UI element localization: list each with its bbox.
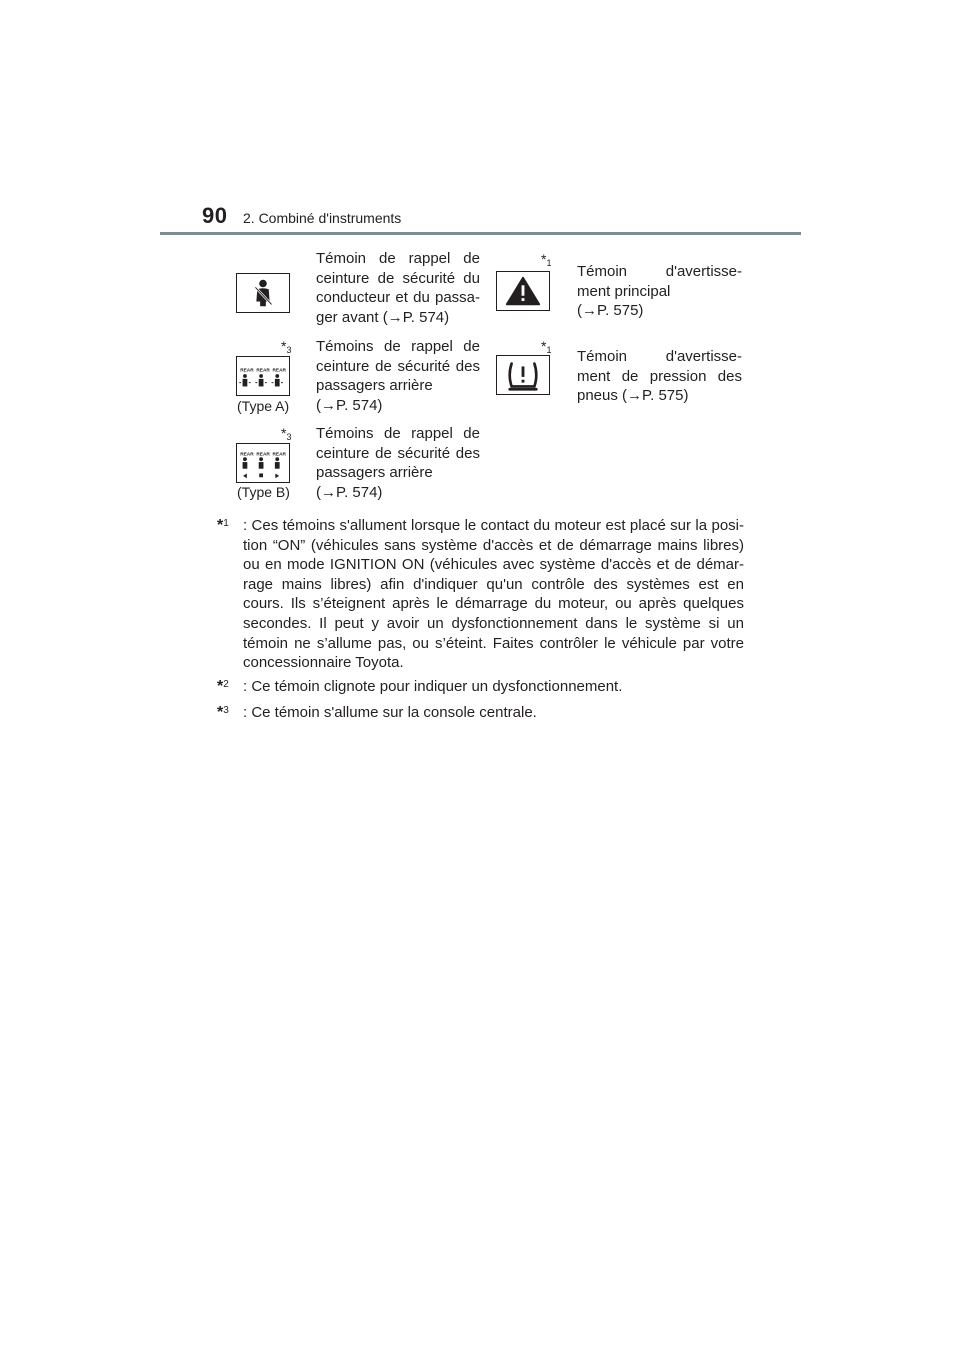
- desc-line: Témoin de rappel de: [316, 250, 480, 267]
- note-line: cours. Ils s’éteignent après le démarrage du moteur, ou après quelques: [243, 595, 744, 613]
- seatbelt-person-icon: [236, 273, 290, 313]
- rear-seatbelt-icon: [236, 356, 290, 396]
- rear-seatbelt-a-description: [316, 337, 480, 415]
- footnote-marker: $*_1$: [541, 338, 552, 355]
- footnote-2: [217, 677, 744, 697]
- footnote-3: [217, 703, 744, 723]
- note-line: ou en mode IGNITION ON (véhicules avec système d'accès et de démar-: [243, 556, 744, 574]
- note-line: : Ces témoins s'allument lorsque le contact du moteur est placé sur la posi-: [243, 517, 744, 534]
- footnote-marker: $*_3$: [281, 338, 292, 355]
- master-warning-description: [577, 262, 742, 321]
- desc-line: conducteur et du passa-: [316, 289, 480, 306]
- header-rule: [160, 232, 801, 235]
- desc-line: ment principal: [577, 282, 671, 300]
- rear-label: REAR: [272, 368, 286, 374]
- note-line: : Ce témoin clignote pour indiquer un dysfonctionnement.: [243, 678, 623, 695]
- rear-seatbelt-icon: [236, 443, 290, 483]
- desc-line: Témoin d'avertisse-: [577, 263, 742, 280]
- desc-line: passagers arrière: [316, 377, 433, 394]
- footnote-marker: $*_3$: [281, 425, 292, 442]
- desc-line: ceinture de sécurité des: [316, 444, 480, 462]
- section-title: 2. Combiné d'instruments: [243, 210, 402, 226]
- desc-line: pneus (→P. 575): [577, 387, 689, 404]
- type-label: (Type A): [237, 398, 290, 414]
- driver-seatbelt-description: [316, 249, 480, 327]
- desc-line: ment de pression des: [577, 367, 742, 385]
- page-number: 90: [202, 203, 228, 228]
- type-label: (Type B): [237, 484, 290, 500]
- rear-seatbelt-b-description: [316, 424, 480, 502]
- desc-line: ger avant (→P. 574): [316, 308, 450, 326]
- desc-line: ceinture de sécurité du: [316, 269, 480, 287]
- desc-line: (→P. 574): [316, 483, 383, 501]
- footnote-star: *$^3$: [217, 704, 229, 721]
- desc-line: Témoin d'avertisse-: [577, 348, 742, 365]
- rear-label: REAR: [256, 452, 270, 458]
- note-line: concessionnaire Toyota.: [243, 654, 404, 672]
- warning-triangle-icon: [496, 271, 550, 311]
- note-line: secondes. Il peut y avoir un dysfonctionnement dans le système si un: [243, 614, 744, 632]
- desc-line: Témoins de rappel de: [316, 425, 480, 442]
- note-line: : Ce témoin s'allume sur la console centrale.: [243, 704, 537, 721]
- footnote-marker: $*_1$: [541, 251, 552, 268]
- desc-line: Témoins de rappel de: [316, 338, 480, 355]
- rear-label: REAR: [240, 452, 254, 458]
- desc-line: (→P. 574): [316, 396, 383, 414]
- footnote-1: [217, 516, 744, 673]
- rear-label: REAR: [256, 368, 270, 374]
- note-line: témoin ne s’allume pas, ou s’éteint. Faites contrôler le véhicule par votre: [243, 634, 744, 652]
- desc-line: passagers arrière: [316, 464, 433, 481]
- tire-pressure-description: [577, 347, 742, 406]
- tire-pressure-icon: [496, 355, 550, 395]
- footnote-star: *$^1$: [217, 517, 229, 534]
- note-line: tion “ON” (véhicules sans système d'accès et de démarrage mains libres): [243, 536, 744, 554]
- desc-line: ceinture de sécurité des: [316, 357, 480, 375]
- note-line: rage mains libres) afin d'indiquer qu'un contrôle des systèmes est en: [243, 575, 744, 593]
- desc-line: (→P. 575): [577, 302, 644, 319]
- rear-label: REAR: [272, 452, 286, 458]
- footnote-star: *$^2$: [217, 678, 229, 695]
- rear-label: REAR: [240, 368, 254, 374]
